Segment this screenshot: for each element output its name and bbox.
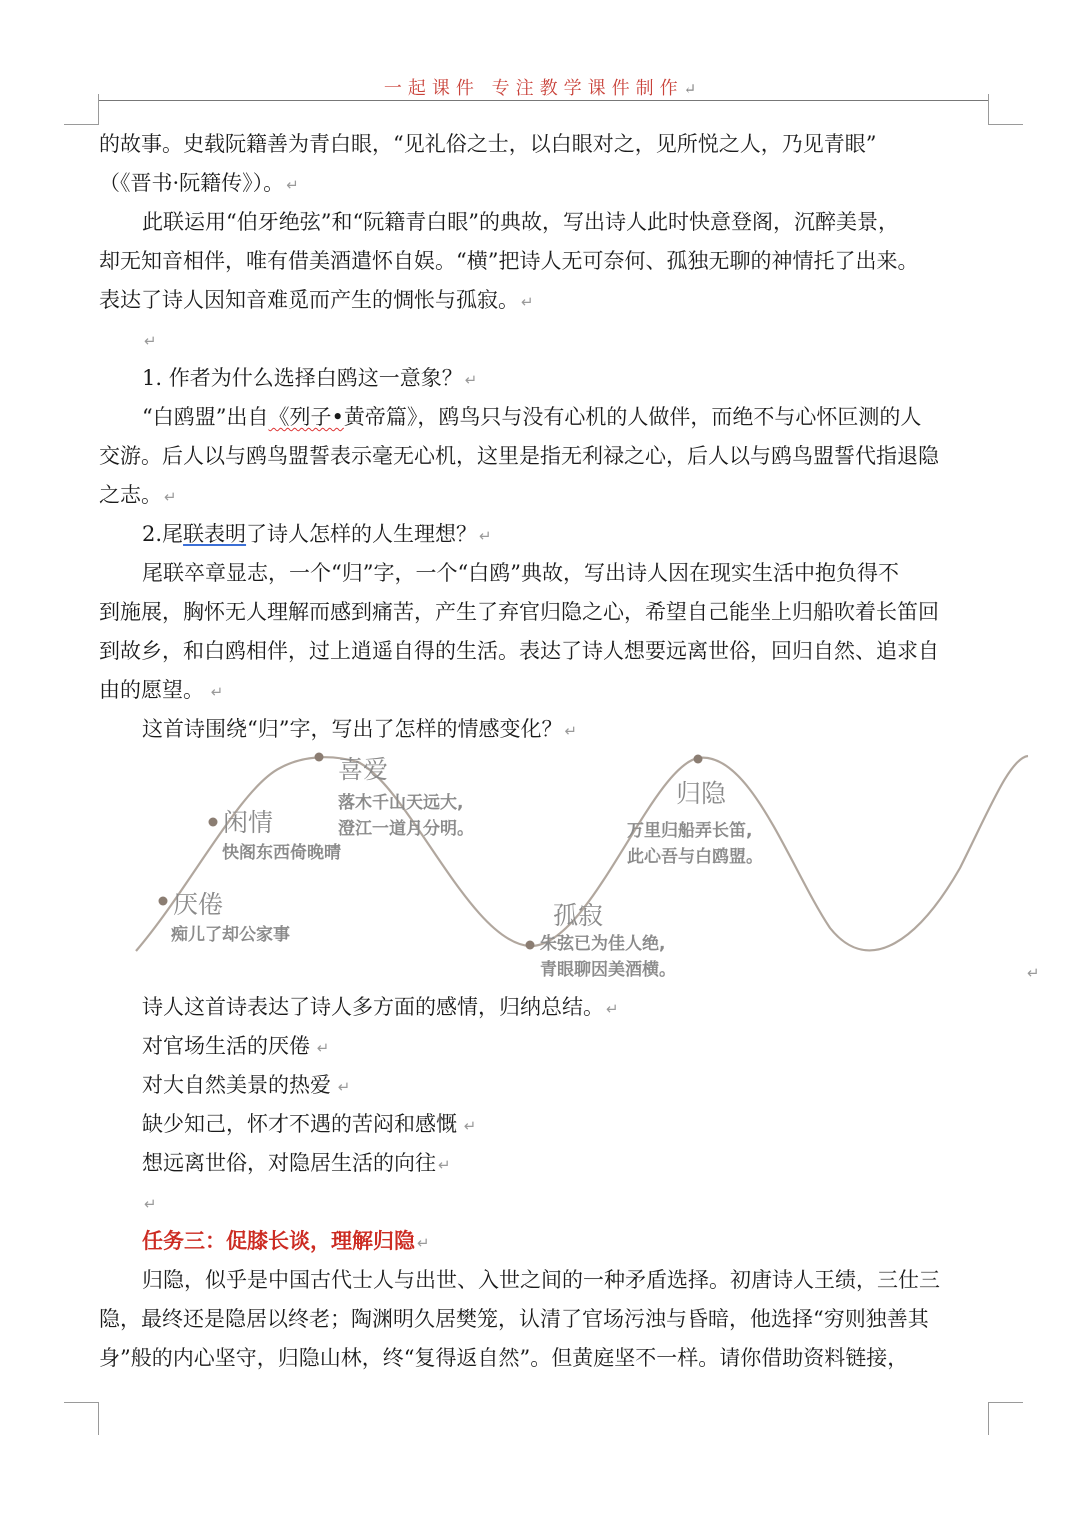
stage-dot xyxy=(694,755,703,764)
stage-dot xyxy=(209,818,218,827)
crop-mark-top-right xyxy=(988,94,1023,125)
stage-dot xyxy=(526,941,535,950)
text-line: 的故事。史载阮籍善为青白眼，“见礼俗之士，以白眼对之，见所悦之人，乃见青眼” xyxy=(99,132,877,156)
emotion-wave-svg xyxy=(130,748,1030,984)
empty-line: ↵ xyxy=(144,1195,157,1213)
summary-intro: 诗人这首诗表达了诗人多方面的感情，归纳总结。 ↵ xyxy=(142,995,619,1019)
paragraph-mark: ↵ xyxy=(683,80,697,98)
spellcheck-underline: 《列子• xyxy=(268,405,344,429)
stage-title: 孤寂 xyxy=(553,901,604,930)
question-2: 2.尾联表明了诗人怎样的人生理想？ ↵ xyxy=(142,522,492,546)
question-3: 这首诗围绕“归”字，写出了怎样的情感变化？ ↵ xyxy=(142,717,578,741)
stage-title: 归隐 xyxy=(676,779,727,808)
stage-title: 闲情 xyxy=(223,808,274,837)
stage-title: 喜爱 xyxy=(338,755,389,784)
text-line: 交游。后人以与鸥鸟盟誓表示毫无心机，这里是指无利禄之心，后人以与鸥鸟盟誓代指退隐 xyxy=(99,444,939,468)
crop-mark-bottom-right xyxy=(988,1402,1023,1435)
question-1: 1. 作者为什么选择白鸥这一意象？ ↵ xyxy=(142,366,478,390)
text-line: 身”般的内心坚守，归隐山林，终“复得返自然”。但黄庭坚不一样。请你借助资料链接， xyxy=(99,1346,909,1370)
stage-quote: 澄江一道月分明。 xyxy=(338,819,474,839)
text-line: 由的愿望。 ↵ xyxy=(99,678,224,702)
text-line: 之志。 ↵ xyxy=(99,483,177,507)
summary-item: 对大自然美景的热爱 ↵ xyxy=(142,1073,351,1097)
stage-quote: 朱弦已为佳人绝, xyxy=(540,934,666,954)
header-text: 一起课件 专注教学课件制作 xyxy=(383,78,684,99)
paragraph-mark: ↵ xyxy=(1027,964,1040,982)
text-line: 到施展，胸怀无人理解而感到痛苦，产生了弃官归隐之心，希望自己能坐上归船吹着长笛回 xyxy=(99,600,939,624)
stage-dot xyxy=(159,897,168,906)
crop-mark-top-left xyxy=(64,94,99,125)
text-line: 归隐，似乎是中国古代士人与出世、入世之间的一种矛盾选择。初唐诗人王绩，三仕三 xyxy=(142,1268,940,1292)
grammar-underline: 联表明 xyxy=(183,522,247,546)
empty-line: ↵ xyxy=(144,332,157,350)
stage-dot xyxy=(315,753,324,762)
text-line: 却无知音相伴，唯有借美酒遣怀自娱。“横”把诗人无可奈何、孤独无聊的神情托了出来。 xyxy=(99,249,919,273)
crop-mark-bottom-left xyxy=(64,1402,99,1435)
summary-item: 想远离世俗，对隐居生活的向往 ↵ xyxy=(142,1151,451,1175)
stage-quote: 此心吾与白鸥盟。 xyxy=(627,847,763,867)
stage-quote: 快阁东西倚晚晴 xyxy=(222,843,341,863)
text-line: 此联运用“伯牙绝弦”和“阮籍青白眼”的典故，写出诗人此时快意登阁，沉醉美景， xyxy=(142,210,899,234)
stage-quote: 落木千山天远大, xyxy=(338,793,464,813)
stage-quote: 万里归船弄长笛, xyxy=(627,821,753,841)
emotion-wave-diagram xyxy=(130,748,1030,984)
text-line: “白鸥盟”出自《列子•黄帝篇》，鸥鸟只与没有心机的人做伴，而绝不与心怀叵测的人 xyxy=(142,405,922,429)
page-header xyxy=(0,74,1080,100)
text-line: （《晋书·阮籍传》）。 ↵ xyxy=(99,171,299,195)
stage-title: 厌倦 xyxy=(173,890,224,919)
text-line: 表达了诗人因知音难觅而产生的惆怅与孤寂。 ↵ xyxy=(99,288,534,312)
stage-quote: 青眼聊因美酒横。 xyxy=(540,960,676,980)
text-line: 尾联卒章显志，一个“归”字，一个“白鸥”典故，写出诗人因在现实生活中抱负得不 xyxy=(142,561,899,585)
text-line: 隐，最终还是隐居以终老；陶渊明久居樊笼，认清了官场污浊与昏暗，他选择“穷则独善其 xyxy=(99,1307,929,1331)
summary-item: 缺少知己，怀才不遇的苦闷和感慨 ↵ xyxy=(142,1112,477,1136)
stage-quote: 痴儿了却公家事 xyxy=(171,925,290,945)
header-rule xyxy=(98,100,988,101)
task-heading: 任务三：促膝长谈，理解归隐 ↵ xyxy=(142,1228,430,1253)
summary-item: 对官场生活的厌倦 ↵ xyxy=(142,1034,330,1058)
text-line: 到故乡，和白鸥相伴，过上逍遥自得的生活。表达了诗人想要远离世俗，回归自然、追求自 xyxy=(99,639,939,663)
